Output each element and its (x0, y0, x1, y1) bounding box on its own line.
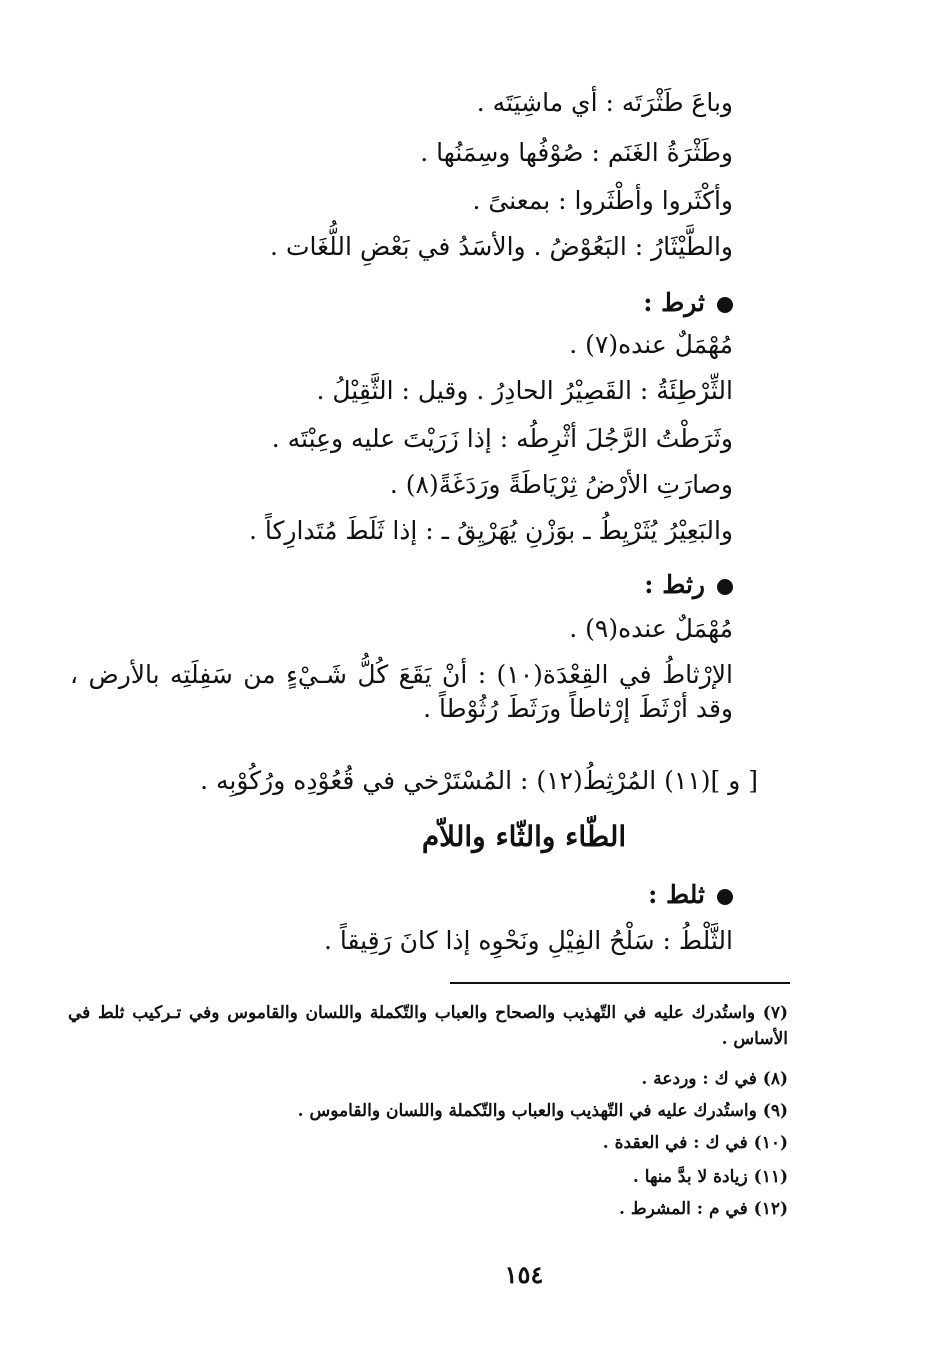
entry-paragraph: الإرْثاطُ في القِعْدَة(١٠) : أنْ يَقَعَ كُلُّ شَـيْءٍ من سَفِلَتِه بالأرض ، وقد أرْثَطَ إرْثاطاً ورَثَطَ رُثُوْطاً . (70, 660, 733, 723)
root-heading-thlt: ثلط : (648, 878, 733, 912)
entry-line: والبَعِيْرُ يُثَرْيِطُ ـ بوَزْنِ يُهَرْيِقُ ـ : إذا ثَلَطَ مُتَدارِكاً . (248, 516, 733, 545)
bullet-icon (717, 579, 733, 595)
page-number: ١٥٤ (504, 1260, 544, 1289)
entry-line: وباعَ طَثْرَتَه : أي ماشِيَتَه . (476, 88, 733, 117)
footnote-divider (450, 982, 790, 984)
root-heading-rtht: رثط : (644, 568, 733, 602)
footnote: (١٠) في ك : في العقدة . (602, 1133, 788, 1153)
entry-line: الثِّرْطِئَةُ : القَصِيْرُ الحادِرُ . وقيل : الثَّقِيْلُ . (316, 376, 733, 405)
entry-line: وصارَتِ الأرْضُ ثِرْيَاطَةً ورَدَغَةً(٨) . (389, 470, 733, 499)
section-title: الطّاء والثّاء واللاّم (421, 820, 627, 853)
entry-line: مُهْمَلٌ عنده(٧) . (569, 330, 733, 359)
footnote: (١٢) في م : المشرط . (619, 1199, 788, 1219)
entry-line: وثَرَطْتُ الرَّجُلَ أثْرِطُه : إذا زَرَيْتَ عليه وعِبْتَه . (271, 424, 733, 453)
entry-line: والطَّيْثَارُ : البَعُوْضُ . والأسَدُ في بَعْضِ اللُّغَات . (270, 232, 733, 261)
footnote: (٩) واستُدرك عليه في التّهذيب والعباب والتّكملة واللسان والقاموس . (297, 1101, 788, 1121)
bullet-icon (717, 297, 733, 313)
entry-line: الثَّلْطُ : سَلْحُ الفِيْلِ ونَحْوِه إذا كانَ رَقِيقاً . (323, 926, 733, 955)
entry-line: مُهْمَلٌ عنده(٩) . (569, 614, 733, 643)
root-heading-thrt: ثرط : (643, 286, 733, 320)
entry-line: وأكْثَروا وأطْثَروا : بمعنىً . (472, 186, 733, 215)
footnote: (١١) زيادة لا بدَّ منها . (632, 1167, 788, 1187)
entry-line: وطَثْرَةُ الغَنَم : صُوْفُها وسِمَنُها . (420, 138, 733, 167)
entry-line: [ و ](١١) المُرْثِطُ(١٢) : المُسْتَرْخي في قُعُوْدِه ورُكُوْبِه . (200, 766, 758, 795)
footnote: (٨) في ك : وردعة . (641, 1069, 788, 1089)
bullet-icon (717, 889, 733, 905)
footnote: (٧) واستُدرك عليه في التّهذيب والصحاح والعباب والتّكملة واللسان والقاموس وفي تـركيب ثلط في الأساس . (68, 1003, 788, 1049)
